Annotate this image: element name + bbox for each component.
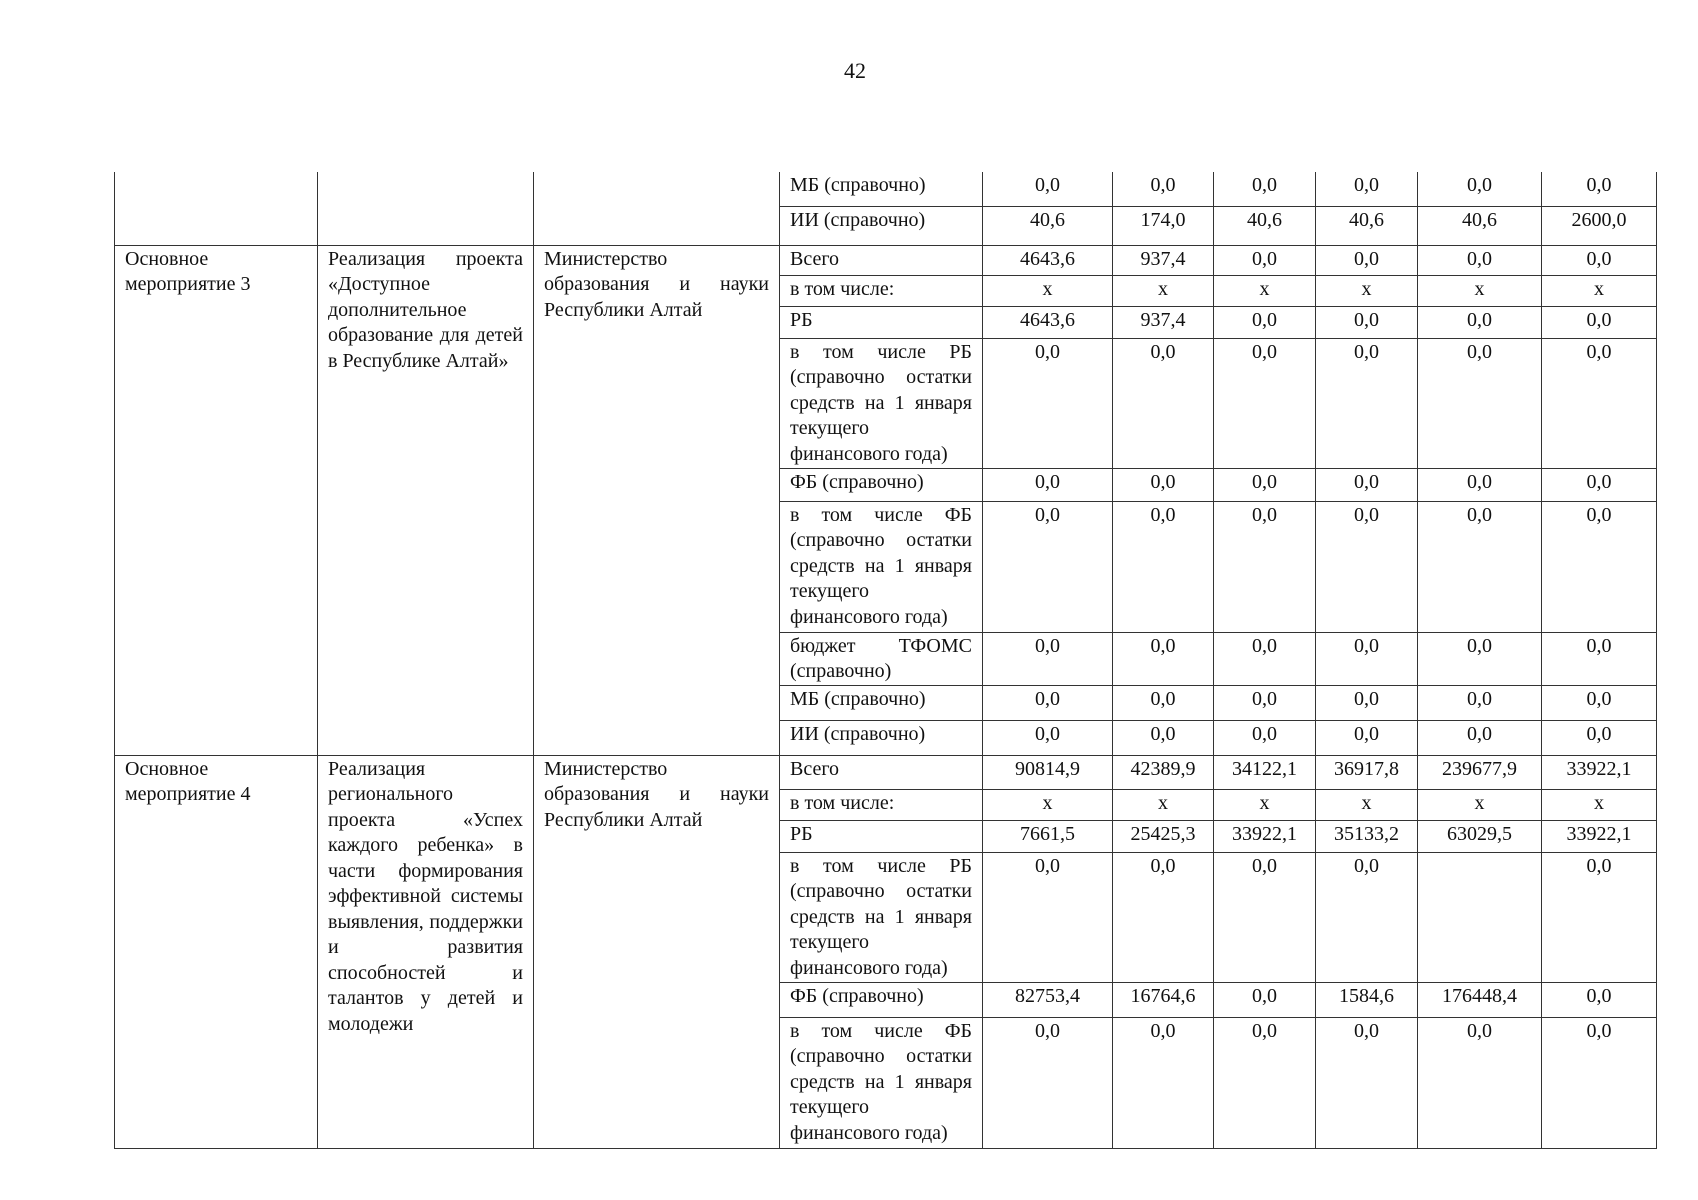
value-cell: 0,0: [1418, 1017, 1542, 1148]
value-cell: х: [1214, 275, 1316, 306]
source-cell: в том числе РБ (справочно остатки средств на 1 января текущего финансового года): [780, 852, 983, 982]
value-cell: 0,0: [1214, 632, 1316, 685]
value-cell: 0,0: [983, 685, 1113, 720]
value-cell: 0,0: [1316, 338, 1418, 468]
value-cell: х: [1316, 275, 1418, 306]
source-cell: МБ (справочно): [780, 172, 983, 206]
value-cell: 0,0: [1316, 685, 1418, 720]
value-cell: 0,0: [983, 338, 1113, 468]
source-cell: ИИ (справочно): [780, 206, 983, 245]
value-cell: 0,0: [1113, 172, 1214, 206]
value-cell: 0,0: [1113, 632, 1214, 685]
value-cell: 0,0: [1418, 338, 1542, 468]
value-cell: 0,0: [1113, 1017, 1214, 1148]
measure-name-cell: Основное мероприятие 4: [115, 755, 318, 1148]
value-cell: 0,0: [1214, 852, 1316, 982]
source-cell: Всего: [780, 245, 983, 275]
value-cell: 0,0: [1542, 982, 1657, 1017]
value-cell: 0,0: [1113, 468, 1214, 501]
value-cell: 0,0: [983, 632, 1113, 685]
value-cell: 0,0: [1418, 245, 1542, 275]
value-cell: 0,0: [1316, 245, 1418, 275]
value-cell: 40,6: [1316, 206, 1418, 245]
value-cell: 25425,3: [1113, 820, 1214, 852]
value-cell: 174,0: [1113, 206, 1214, 245]
value-cell: 0,0: [1542, 245, 1657, 275]
table-row: [115, 172, 1657, 206]
value-cell: 82753,4: [983, 982, 1113, 1017]
value-cell: 0,0: [1542, 468, 1657, 501]
source-cell: в том числе РБ (справочно остатки средств на 1 января текущего финансового года): [780, 338, 983, 468]
value-cell: 0,0: [983, 1017, 1113, 1148]
value-cell: 1584,6: [1316, 982, 1418, 1017]
source-cell: бюджет ТФОМС (справочно): [780, 632, 983, 685]
value-cell: х: [1214, 789, 1316, 820]
table-row: [115, 245, 1657, 275]
value-cell: 0,0: [1542, 1017, 1657, 1148]
value-cell: 0,0: [1214, 338, 1316, 468]
value-cell: 0,0: [1316, 306, 1418, 338]
value-cell: 0,0: [1113, 685, 1214, 720]
value-cell: 0,0: [1316, 501, 1418, 632]
value-cell: 0,0: [1214, 685, 1316, 720]
value-cell: 36917,8: [1316, 755, 1418, 789]
value-cell: 176448,4: [1418, 982, 1542, 1017]
value-cell: 40,6: [1214, 206, 1316, 245]
value-cell: х: [1316, 789, 1418, 820]
value-cell: 34122,1: [1214, 755, 1316, 789]
value-cell: 0,0: [1418, 468, 1542, 501]
value-cell: х: [1542, 789, 1657, 820]
value-cell: 0,0: [1418, 306, 1542, 338]
value-cell: 0,0: [1418, 632, 1542, 685]
value-cell: 0,0: [1214, 501, 1316, 632]
value-cell: 16764,6: [1113, 982, 1214, 1017]
value-cell: 0,0: [1542, 338, 1657, 468]
funding-table: [114, 172, 1657, 1149]
source-cell: Всего: [780, 755, 983, 789]
value-cell: 0,0: [983, 172, 1113, 206]
value-cell: х: [1418, 275, 1542, 306]
value-cell: 0,0: [1214, 306, 1316, 338]
source-cell: ИИ (справочно): [780, 720, 983, 755]
value-cell: 0,0: [1542, 685, 1657, 720]
value-cell: х: [983, 275, 1113, 306]
value-cell: 0,0: [1316, 1017, 1418, 1148]
value-cell: 33922,1: [1542, 755, 1657, 789]
value-cell: 0,0: [1214, 1017, 1316, 1148]
value-cell: 0,0: [983, 720, 1113, 755]
value-cell: 0,0: [1316, 172, 1418, 206]
value-cell: х: [1113, 789, 1214, 820]
measure-title-cell: Реализация проекта «Доступное дополнительное образование для детей в Республике Алтай»: [318, 245, 534, 755]
value-cell: 4643,6: [983, 306, 1113, 338]
value-cell: 7661,5: [983, 820, 1113, 852]
value-cell: 33922,1: [1214, 820, 1316, 852]
page-number: 42: [844, 58, 866, 83]
value-cell: х: [1542, 275, 1657, 306]
source-cell: РБ: [780, 820, 983, 852]
value-cell: 0,0: [1113, 338, 1214, 468]
value-cell: 0,0: [1542, 632, 1657, 685]
value-cell: 42389,9: [1113, 755, 1214, 789]
value-cell: 0,0: [1113, 720, 1214, 755]
value-cell: х: [983, 789, 1113, 820]
value-cell: 63029,5: [1418, 820, 1542, 852]
value-cell: [1418, 852, 1542, 982]
value-cell: 0,0: [1542, 720, 1657, 755]
value-cell: 937,4: [1113, 306, 1214, 338]
source-cell: в том числе ФБ (справочно остатки средств на 1 января текущего финансового года): [780, 1017, 983, 1148]
measure-name-cell: [115, 172, 318, 245]
value-cell: 33922,1: [1542, 820, 1657, 852]
value-cell: 0,0: [1316, 468, 1418, 501]
value-cell: 40,6: [1418, 206, 1542, 245]
value-cell: 0,0: [1316, 852, 1418, 982]
value-cell: 0,0: [1542, 852, 1657, 982]
source-cell: РБ: [780, 306, 983, 338]
value-cell: 0,0: [1418, 172, 1542, 206]
value-cell: 0,0: [1113, 501, 1214, 632]
value-cell: 0,0: [983, 852, 1113, 982]
value-cell: 0,0: [1418, 720, 1542, 755]
value-cell: 0,0: [1542, 501, 1657, 632]
source-cell: в том числе:: [780, 275, 983, 306]
value-cell: 0,0: [1316, 632, 1418, 685]
measure-title-cell: [318, 172, 534, 245]
executor-cell: Министерство образования и науки Республики Алтай: [534, 755, 780, 1148]
value-cell: 0,0: [983, 501, 1113, 632]
executor-cell: Министерство образования и науки Республики Алтай: [534, 245, 780, 755]
source-cell: в том числе:: [780, 789, 983, 820]
value-cell: 90814,9: [983, 755, 1113, 789]
measure-name-cell: Основное мероприятие 3: [115, 245, 318, 755]
value-cell: 0,0: [1113, 852, 1214, 982]
value-cell: 35133,2: [1316, 820, 1418, 852]
value-cell: 0,0: [1542, 306, 1657, 338]
value-cell: 0,0: [1214, 245, 1316, 275]
value-cell: 0,0: [1316, 720, 1418, 755]
source-cell: ФБ (справочно): [780, 982, 983, 1017]
value-cell: 4643,6: [983, 245, 1113, 275]
value-cell: 0,0: [1214, 982, 1316, 1017]
value-cell: 0,0: [1214, 720, 1316, 755]
value-cell: 937,4: [1113, 245, 1214, 275]
value-cell: 2600,0: [1542, 206, 1657, 245]
value-cell: 40,6: [983, 206, 1113, 245]
table-row: [115, 755, 1657, 789]
value-cell: 0,0: [983, 468, 1113, 501]
value-cell: 239677,9: [1418, 755, 1542, 789]
source-cell: в том числе ФБ (справочно остатки средств на 1 января текущего финансового года): [780, 501, 983, 632]
value-cell: 0,0: [1418, 685, 1542, 720]
value-cell: х: [1418, 789, 1542, 820]
value-cell: х: [1113, 275, 1214, 306]
source-cell: МБ (справочно): [780, 685, 983, 720]
source-cell: ФБ (справочно): [780, 468, 983, 501]
value-cell: 0,0: [1214, 172, 1316, 206]
value-cell: 0,0: [1418, 501, 1542, 632]
value-cell: 0,0: [1542, 172, 1657, 206]
measure-title-cell: Реализация регионального проекта «Успех каждого ребенка» в части формирования эффективной системы выявления, поддержки и развития способностей и талантов у детей и молодежи: [318, 755, 534, 1148]
executor-cell: [534, 172, 780, 245]
value-cell: 0,0: [1214, 468, 1316, 501]
